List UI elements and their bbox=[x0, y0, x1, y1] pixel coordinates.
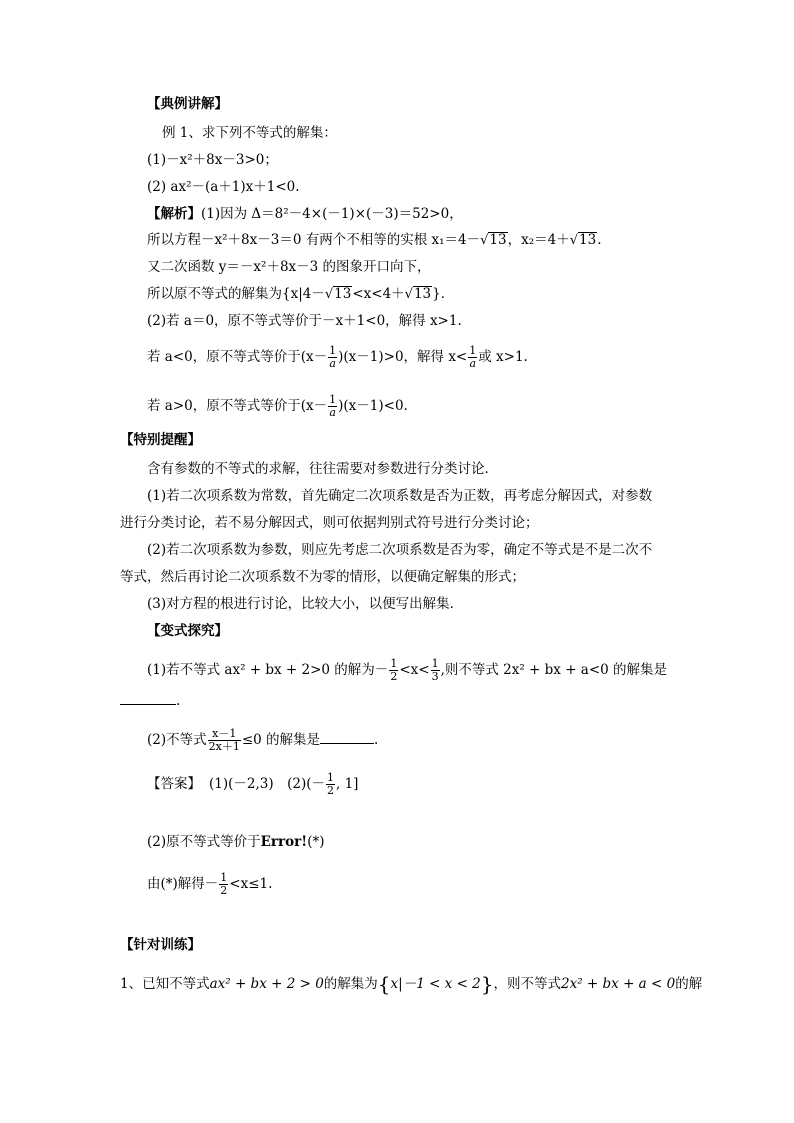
solution-text-1: (1)因为 Δ＝8²－4×(－1)×(－3)＝52>0， bbox=[201, 206, 463, 222]
fraction-1-over-2 bbox=[326, 772, 335, 797]
fraction-numerator: 1 bbox=[431, 657, 439, 670]
solution-line-4 bbox=[147, 285, 454, 304]
solution-line-2 bbox=[147, 231, 602, 250]
tip-line-4: (2)若二次项系数为参数，则应先考虑二次项系数是否为零，确定不等式是不是二次不 bbox=[147, 542, 653, 558]
variant-q1-answer-line bbox=[120, 692, 180, 710]
variant-q1-text-b: <x< bbox=[399, 662, 430, 678]
explain-line-1 bbox=[147, 833, 324, 851]
solution-text-2a: 所以方程－x²＋8x－3＝0 有两个不相等的实根 x₁＝4－ bbox=[147, 232, 481, 248]
training-text-d: 的解 bbox=[675, 976, 703, 992]
answer-blank[interactable] bbox=[120, 692, 176, 705]
fraction-numerator: 1 bbox=[220, 871, 228, 884]
section-heading-training: 【针对训练】 bbox=[120, 937, 201, 953]
answer-blank[interactable] bbox=[320, 731, 374, 744]
fraction-denominator: 2 bbox=[390, 670, 398, 683]
sqrt-radicand: 13 bbox=[334, 286, 352, 302]
variant-q2-text-a: (2)不等式 bbox=[147, 732, 207, 748]
fraction-denominator: 2x＋1 bbox=[208, 740, 240, 753]
fraction-denominator: a bbox=[329, 406, 336, 419]
tip-line-6: (3)对方程的根进行讨论，比较大小，以便写出解集． bbox=[147, 596, 464, 612]
sqrt-radicand: 13 bbox=[489, 232, 507, 248]
explain-text-1a: (2)原不等式等价于 bbox=[147, 834, 261, 850]
solution-text-7b: )(x－1)<0. bbox=[338, 398, 408, 414]
sqrt-radicand: 13 bbox=[413, 286, 432, 302]
solution-line-7 bbox=[147, 394, 408, 419]
fraction-denominator: a bbox=[329, 357, 336, 370]
training-question-1 bbox=[120, 972, 703, 996]
fraction-denominator: a bbox=[469, 357, 477, 370]
variant-q1-text-a: (1)若不等式 ax² + bx + 2>0 的解为－ bbox=[147, 662, 389, 678]
explain-text-2a: 由(*)解得－ bbox=[147, 876, 219, 892]
variant-question-1 bbox=[147, 658, 667, 683]
solution-text-6b: )(x－1)>0，解得 x< bbox=[338, 349, 468, 365]
tip-line-1: 含有参数的不等式的求解，往往需要对参数进行分类讨论． bbox=[147, 461, 498, 477]
solution-line-6 bbox=[147, 345, 528, 370]
fraction-numerator: 1 bbox=[390, 657, 398, 670]
tip-line-3: 进行分类讨论，若不易分解因式，则可依据判别式符号进行分类讨论； bbox=[120, 515, 539, 531]
example-question-2: (2) ax²－(a＋1)x＋1<0. bbox=[147, 179, 300, 195]
solution-text-2b: ，x₂＝4＋ bbox=[507, 232, 570, 248]
fraction-1-over-3 bbox=[431, 658, 440, 683]
example-intro: 例 1、求下列不等式的解集： bbox=[162, 125, 337, 141]
fraction-1-over-a bbox=[328, 394, 337, 419]
sqrt-icon: √ bbox=[569, 233, 579, 248]
fraction-variant-q2 bbox=[208, 728, 241, 753]
variant-q2-text-b: ≤0 的解集是 bbox=[241, 732, 321, 748]
solution-text-4a: 所以原不等式的解集为{x|4－ bbox=[147, 286, 325, 302]
fraction-numerator: x－1 bbox=[208, 728, 241, 741]
answer-line bbox=[147, 772, 358, 797]
solution-text-4c: }． bbox=[432, 286, 455, 302]
error-text: Error! bbox=[260, 834, 308, 850]
solution-line-1 bbox=[147, 205, 463, 223]
section-heading-tip: 【特别提醒】 bbox=[120, 432, 201, 448]
explain-line-2 bbox=[147, 872, 272, 897]
fraction-1-over-a bbox=[468, 345, 477, 370]
sqrt-icon: √ bbox=[404, 287, 413, 302]
training-text-c: ，则不等式 bbox=[493, 976, 562, 992]
training-expr-2: 2x² + bx + a < 0 bbox=[561, 976, 676, 992]
fraction-denominator: 3 bbox=[431, 670, 439, 683]
explain-text-2b: <x≤1. bbox=[229, 876, 273, 892]
answer-text-b: , 1] bbox=[336, 776, 359, 792]
fraction-1-over-2 bbox=[389, 658, 398, 683]
solution-text-4b: <x<4＋ bbox=[352, 286, 405, 302]
fraction-denominator: 2 bbox=[220, 884, 228, 897]
fraction-numerator: 1 bbox=[329, 393, 337, 406]
solution-text-2c: . bbox=[597, 232, 602, 248]
left-brace-icon: { bbox=[377, 972, 391, 996]
solution-text-7a: 若 a>0，原不等式等价于(x－ bbox=[147, 398, 328, 414]
solution-label: 【解析】 bbox=[147, 206, 201, 222]
solution-line-5: (2)若 a＝0，原不等式等价于－x＋1<0，解得 x>1. bbox=[147, 313, 462, 329]
training-text-a: 1、已知不等式 bbox=[120, 976, 210, 992]
fraction-numerator: 1 bbox=[469, 344, 477, 357]
solution-text-6a: 若 a<0，原不等式等价于(x－ bbox=[147, 349, 328, 365]
tip-line-5: 等式，然后再讨论二次项系数不为零的情形，以便确定解集的形式； bbox=[120, 569, 525, 585]
training-set: x|－1 < x < 2 bbox=[390, 976, 481, 992]
variant-q2-end: . bbox=[374, 732, 379, 748]
training-text-b: 的解集为 bbox=[323, 976, 378, 992]
fraction-denominator: 2 bbox=[327, 784, 335, 797]
fraction-numerator: 1 bbox=[329, 344, 337, 357]
variant-q1-end: . bbox=[176, 693, 181, 709]
tip-line-2: (1)若二次项系数为常数，首先确定二次项系数是否为正数，再考虑分解因式，对参数 bbox=[147, 488, 653, 504]
sqrt-radicand: 13 bbox=[579, 232, 597, 248]
fraction-1-over-2 bbox=[219, 872, 228, 897]
solution-line-3: 又二次函数 y＝－x²＋8x－3 的图象开口向下， bbox=[147, 259, 431, 275]
explain-text-1b: (*) bbox=[307, 834, 325, 850]
variant-question-2 bbox=[147, 728, 378, 753]
sqrt-icon: √ bbox=[480, 233, 489, 248]
solution-text-6c: 或 x>1. bbox=[478, 349, 528, 365]
answer-text-a: (1)(－2,3) (2)(－ bbox=[209, 776, 326, 792]
section-heading-variant: 【变式探究】 bbox=[147, 623, 228, 639]
fraction-numerator: 1 bbox=[327, 771, 335, 784]
answer-label: 【答案】 bbox=[147, 776, 201, 792]
variant-q1-text-c: ,则不等式 2x² + bx + a<0 的解集是 bbox=[440, 662, 668, 678]
training-expr-1: ax² + bx + 2 > 0 bbox=[209, 976, 324, 992]
section-heading-examples: 【典例讲解】 bbox=[147, 96, 228, 112]
fraction-1-over-a bbox=[328, 345, 337, 370]
example-question-1: (1)－x²＋8x－3>0； bbox=[147, 152, 278, 168]
right-brace-icon: } bbox=[480, 972, 494, 996]
sqrt-icon: √ bbox=[324, 287, 334, 302]
